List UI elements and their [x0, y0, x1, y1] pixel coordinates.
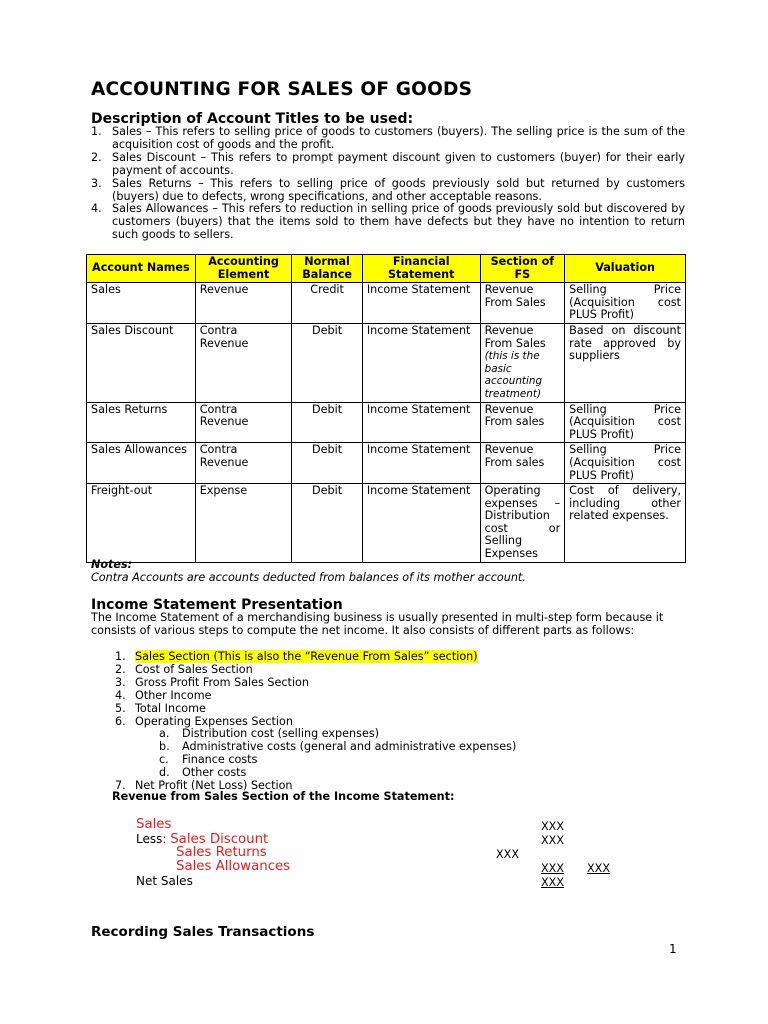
page-title: ACCOUNTING FOR SALES OF GOODS	[91, 79, 473, 100]
definition-item: 3. Sales Returns – This refers to selling price of goods previously sold but returned by customers (buyers) due to defects, wrong specifications, and other acceptable reasons.	[91, 176, 685, 203]
sub-list	[135, 728, 516, 780]
is-parts-list	[111, 651, 516, 793]
col-header-financial-statement: Financial Statement	[362, 255, 480, 283]
table-row: Sales Allowances Contra Revenue Debit Income Statement Revenue From sales Selling Price (Acquisition cost PLUS Profit)	[87, 443, 686, 484]
stmt-net-sales: Net Sales	[136, 874, 193, 888]
notes-text: Contra Accounts are accounts deducted from balances of its mother account.	[91, 570, 526, 584]
amt-total-deductions: XXX	[587, 862, 610, 875]
stmt-returns: Sales Returns	[176, 845, 267, 860]
is-heading: Income Statement Presentation	[91, 597, 343, 613]
col-header-valuation: Valuation	[565, 255, 686, 283]
definition-item: 2. Sales Discount – This refers to prompt payment discount given to customers (buyer) for their early payment of accounts.	[91, 150, 685, 177]
definitions-list	[91, 126, 685, 242]
amt-discount: XXX	[541, 834, 564, 847]
table-row: Sales Discount Contra Revenue Debit Income Statement Revenue From Sales (this is the basic accounting treatment) Based on discount rate approved by suppliers	[87, 323, 686, 402]
stmt-less: Less:	[136, 832, 167, 846]
list-item: 2. Cost of Sales Section	[115, 662, 253, 676]
amt-sales: XXX	[541, 820, 564, 833]
list-item: 1. Sales Section (This is also the “Revenue From Sales” section)	[115, 650, 478, 663]
list-item: 6. Operating Expenses Section a. Distribution cost (selling expenses) b. Administrative costs (general and administrative expenses) c. Finance costs d. Other costs	[115, 714, 517, 780]
sub-list-item: d. Other costs	[159, 766, 247, 780]
col-header-normal-balance: Normal Balance	[292, 255, 362, 283]
stmt-discount: Sales Discount	[170, 832, 269, 847]
recording-heading: Recording Sales Transactions	[91, 924, 315, 940]
sub-list-item: a. Distribution cost (selling expenses)	[159, 727, 380, 741]
table-row: Sales Revenue Credit Income Statement Revenue From Sales Selling Price (Acquisition cost PLUS Profit)	[87, 283, 686, 324]
list-item: 5. Total Income	[115, 701, 206, 715]
table-header-row	[87, 255, 686, 283]
amt-allowances: XXX	[541, 862, 564, 875]
sub-list-item: c. Finance costs	[159, 753, 258, 767]
page-number: 1	[669, 942, 677, 956]
rev-heading: Revenue from Sales Section of the Income Statement:	[112, 790, 455, 803]
notes-block	[91, 559, 526, 585]
col-header-section-of-fs: Section of FS	[480, 255, 565, 283]
list-item: 4. Other Income	[115, 688, 212, 702]
amt-returns: XXX	[496, 848, 519, 861]
col-header-account-names: Account Names	[87, 255, 196, 283]
is-paragraph: The Income Statement of a merchandising business is usually presented in multi-step form because it consists of various steps to compute the net income. It also consists of different parts as follows:	[91, 611, 664, 637]
stmt-sales: Sales	[136, 817, 172, 832]
definition-item: 4. Sales Allowances – This refers to reduction in selling price of goods previously sold but discovered by customers (buyers) that the items sold to them have defects but they have no intention to return such goods to sellers.	[91, 202, 685, 242]
account-titles-table	[86, 254, 686, 563]
notes-heading: Notes:	[91, 558, 133, 571]
amt-net-sales: XXX	[541, 876, 564, 889]
section-note: (this is the basic accounting treatment)	[484, 350, 543, 400]
sub-list-item: b. Administrative costs (general and administrative expenses)	[159, 740, 517, 754]
definition-item: 1. Sales – This refers to selling price of goods to customers (buyers). The selling price is the sum of the acquisition cost of goods and the profit.	[91, 125, 685, 151]
list-item: 3. Gross Profit From Sales Section	[115, 675, 309, 689]
desc-heading: Description of Account Titles to be used:	[91, 111, 414, 127]
highlighted-text: Sales Section (This is also the “Revenue From Sales” section)	[135, 650, 478, 663]
stmt-allowances: Sales Allowances	[176, 859, 291, 874]
col-header-accounting-element: Accounting Element	[195, 255, 292, 283]
table-row: Sales Returns Contra Revenue Debit Income Statement Revenue From sales Selling Price (Acquisition cost PLUS Profit)	[87, 402, 686, 443]
table-row: Freight-out Expense Debit Income Statement Operating expenses – Distribution cost or Selling Expenses Cost of delivery, including other related expenses.	[87, 484, 686, 563]
list-item: 7. Net Profit (Net Loss) Section	[115, 779, 293, 793]
